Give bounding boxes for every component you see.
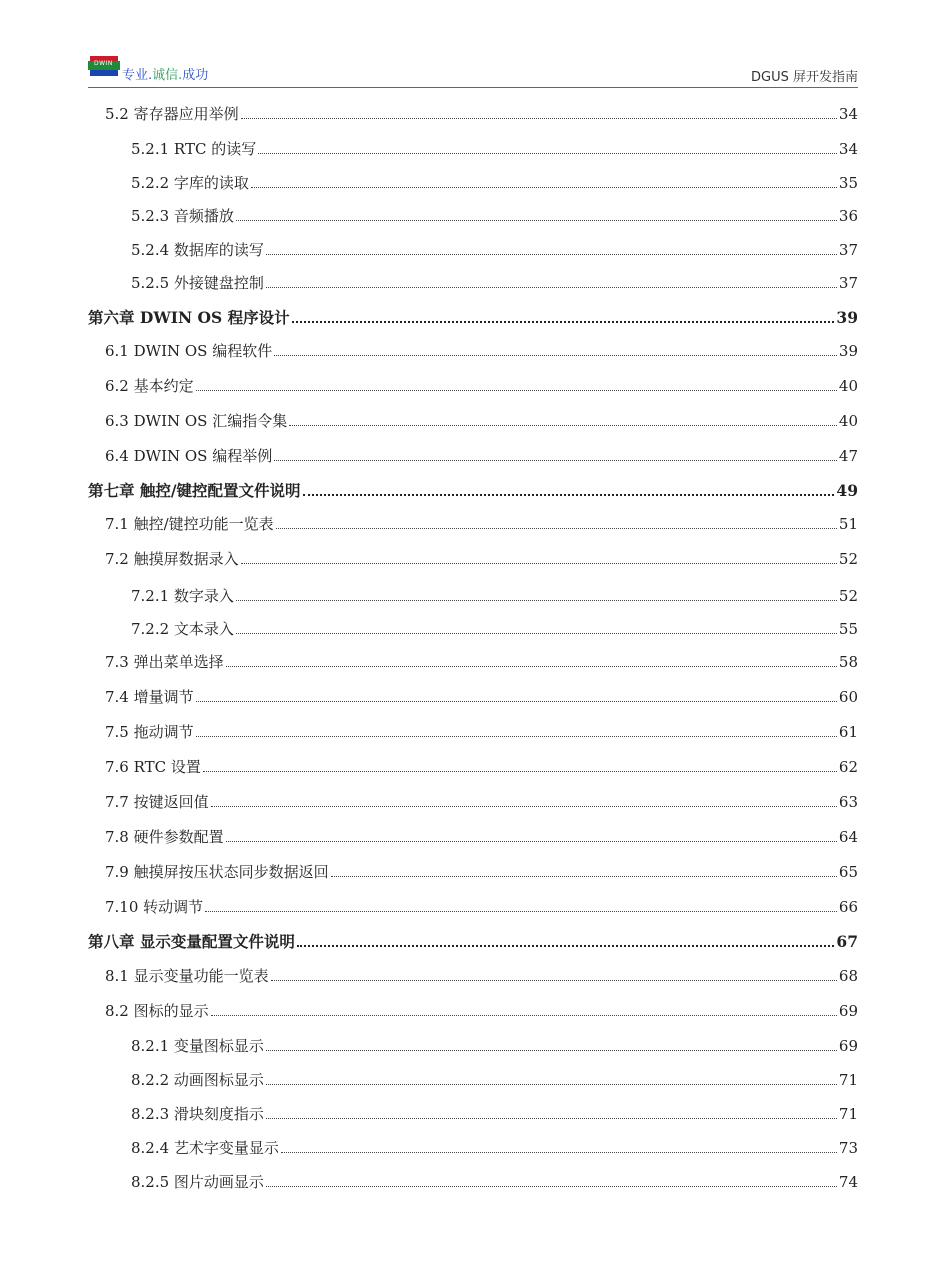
dot-leader [205,911,837,912]
toc-entry-page-number: 39 [838,342,858,360]
toc-entry[interactable] [131,171,858,193]
slogan-part-1: 专业. [122,68,153,83]
toc-entry[interactable] [105,720,858,742]
dot-leader [241,118,837,119]
toc-entry-title: 5.2 寄存器应用举例 [105,105,239,123]
toc-entry-page-number: 68 [838,967,858,985]
toc-chapter-entry[interactable] [88,930,858,952]
toc-entry-page-number: 69 [838,1002,858,1020]
toc-entry-page-number: 63 [838,793,858,811]
dot-leader [226,666,837,667]
toc-entry-page-number: 36 [838,207,858,225]
toc-entry-title: 5.2.2 字库的读取 [131,174,249,192]
toc-entry[interactable] [131,584,858,606]
toc-entry-title: 8.2.1 变量图标显示 [131,1037,264,1055]
toc-entry[interactable] [105,409,858,431]
toc-entry[interactable] [105,860,858,882]
dot-leader [241,563,837,564]
toc-entry-title: 7.4 增量调节 [105,688,194,706]
dot-leader [236,633,837,634]
dot-leader [266,254,837,255]
toc-entry[interactable] [105,999,858,1021]
toc-entry-page-number: 37 [838,274,858,292]
toc-entry-title: 8.2 图标的显示 [105,1002,209,1020]
toc-entry-page-number: 40 [838,377,858,395]
toc-entry[interactable] [105,374,858,396]
toc-entry-page-number: 34 [838,105,858,123]
dot-leader [281,1152,837,1153]
toc-entry-title: 第七章 触控/键控配置文件说明 [88,481,301,500]
toc-entry-title: 5.2.1 RTC 的读写 [131,140,257,158]
toc-entry-title: 7.2.2 文本录入 [131,620,234,638]
toc-entry[interactable] [131,1102,858,1124]
toc-entry[interactable] [131,617,858,639]
dot-leader [266,1084,837,1085]
dot-leader [274,355,837,356]
toc-entry-title: 7.6 RTC 设置 [105,758,201,776]
toc-entry-title: 7.7 按键返回值 [105,793,209,811]
toc-entry-page-number: 47 [838,447,858,465]
toc-entry-page-number: 73 [838,1139,858,1157]
dot-leader [258,153,837,154]
dot-leader [271,980,837,981]
toc-entry-page-number: 71 [838,1105,858,1123]
toc-entry-title: 7.1 触控/键控功能一览表 [105,515,274,533]
toc-entry-title: 8.2.3 滑块刻度指示 [131,1105,264,1123]
toc-entry-page-number: 39 [836,308,858,327]
toc-entry[interactable] [105,102,858,124]
toc-entry-page-number: 74 [838,1173,858,1191]
dot-leader [226,841,837,842]
toc-entry-page-number: 37 [838,241,858,259]
toc-entry-title: 6.1 DWIN OS 编程软件 [105,342,273,360]
dot-leader [236,220,837,221]
toc-entry-page-number: 69 [838,1037,858,1055]
toc-entry-page-number: 67 [836,932,858,951]
dot-leader [196,390,837,391]
toc-entry-title: 5.2.4 数据库的读写 [131,241,264,259]
toc-entry-page-number: 58 [838,653,858,671]
toc-entry-title: 5.2.5 外接键盘控制 [131,274,264,292]
toc-entry-title: 6.2 基本约定 [105,377,194,395]
toc-entry[interactable] [105,895,858,917]
header-divider [88,87,858,88]
toc-entry-page-number: 65 [838,863,858,881]
toc-entry[interactable] [105,790,858,812]
toc-entry[interactable] [105,825,858,847]
toc-entry-title: 7.5 拖动调节 [105,723,194,741]
dot-leader [251,187,837,188]
toc-entry[interactable] [105,547,858,569]
toc-entry[interactable] [105,755,858,777]
toc-entry-title: 8.2.5 图片动画显示 [131,1173,264,1191]
company-slogan [122,64,208,83]
dot-leader [274,460,837,461]
toc-entry-page-number: 52 [838,587,858,605]
toc-entry[interactable] [131,204,858,226]
toc-entry-page-number: 66 [838,898,858,916]
toc-entry-title: 7.3 弹出菜单选择 [105,653,224,671]
dot-leader [266,287,837,288]
toc-entry-page-number: 55 [838,620,858,638]
dot-leader [236,600,837,601]
toc-entry-title: 5.2.3 音频播放 [131,207,234,225]
toc-entry-title: 7.8 硬件参数配置 [105,828,224,846]
toc-entry-title: 8.1 显示变量功能一览表 [105,967,269,985]
toc-entry-page-number: 40 [838,412,858,430]
dot-leader [211,806,837,807]
toc-entry-title: 第六章 DWIN OS 程序设计 [88,308,290,327]
dot-leader [203,771,837,772]
slogan-part-2: 诚信. [152,68,183,83]
toc-entry[interactable] [105,444,858,466]
dot-leader [303,494,835,496]
toc-entry-page-number: 49 [836,481,858,500]
toc-chapter-entry[interactable] [88,479,858,501]
dot-leader [292,321,835,323]
toc-entry[interactable] [105,685,858,707]
toc-entry-title: 第八章 显示变量配置文件说明 [88,932,295,951]
dot-leader [289,425,837,426]
toc-entry-title: 6.4 DWIN OS 编程举例 [105,447,273,465]
dot-leader [266,1186,837,1187]
toc-entry-title: 8.2.4 艺术字变量显示 [131,1139,279,1157]
toc-entry-title: 7.2.1 数字录入 [131,587,234,605]
toc-entry-page-number: 34 [838,140,858,158]
toc-chapter-entry[interactable] [88,306,858,328]
toc-entry[interactable] [105,964,858,986]
dot-leader [297,945,835,947]
dot-leader [196,736,837,737]
toc-entry[interactable] [131,1170,858,1192]
company-logo [88,56,120,78]
toc-entry-page-number: 62 [838,758,858,776]
toc-entry-title: 6.3 DWIN OS 汇编指令集 [105,412,288,430]
document-title: DGUS 屏开发指南 [751,70,858,85]
logo-text: DWIN [94,60,113,67]
toc-entry-page-number: 61 [838,723,858,741]
slogan-part-3: 成功 [182,68,209,83]
toc-entry[interactable] [131,137,858,159]
toc-entry-page-number: 35 [838,174,858,192]
toc-entry-title: 8.2.2 动画图标显示 [131,1071,264,1089]
toc-entry[interactable] [131,238,858,260]
toc-entry-title: 7.9 触摸屏按压状态同步数据返回 [105,863,329,881]
toc-entry[interactable] [105,650,858,672]
toc-entry-title: 7.2 触摸屏数据录入 [105,550,239,568]
toc-entry-page-number: 51 [838,515,858,533]
toc-entry[interactable] [105,339,858,361]
toc-entry-page-number: 52 [838,550,858,568]
page-header [88,52,858,86]
toc-entry[interactable] [105,512,858,534]
dot-leader [211,1015,837,1016]
dot-leader [276,528,837,529]
toc-entry-page-number: 60 [838,688,858,706]
dot-leader [331,876,837,877]
toc-entry-page-number: 71 [838,1071,858,1089]
dot-leader [266,1118,837,1119]
toc-entry[interactable] [131,1136,858,1158]
toc-entry[interactable] [131,271,858,293]
toc-entry[interactable] [131,1034,858,1056]
dot-leader [266,1050,837,1051]
dot-leader [196,701,837,702]
toc-entry-title: 7.10 转动调节 [105,898,204,916]
toc-entry[interactable] [131,1068,858,1090]
toc-entry-page-number: 64 [838,828,858,846]
